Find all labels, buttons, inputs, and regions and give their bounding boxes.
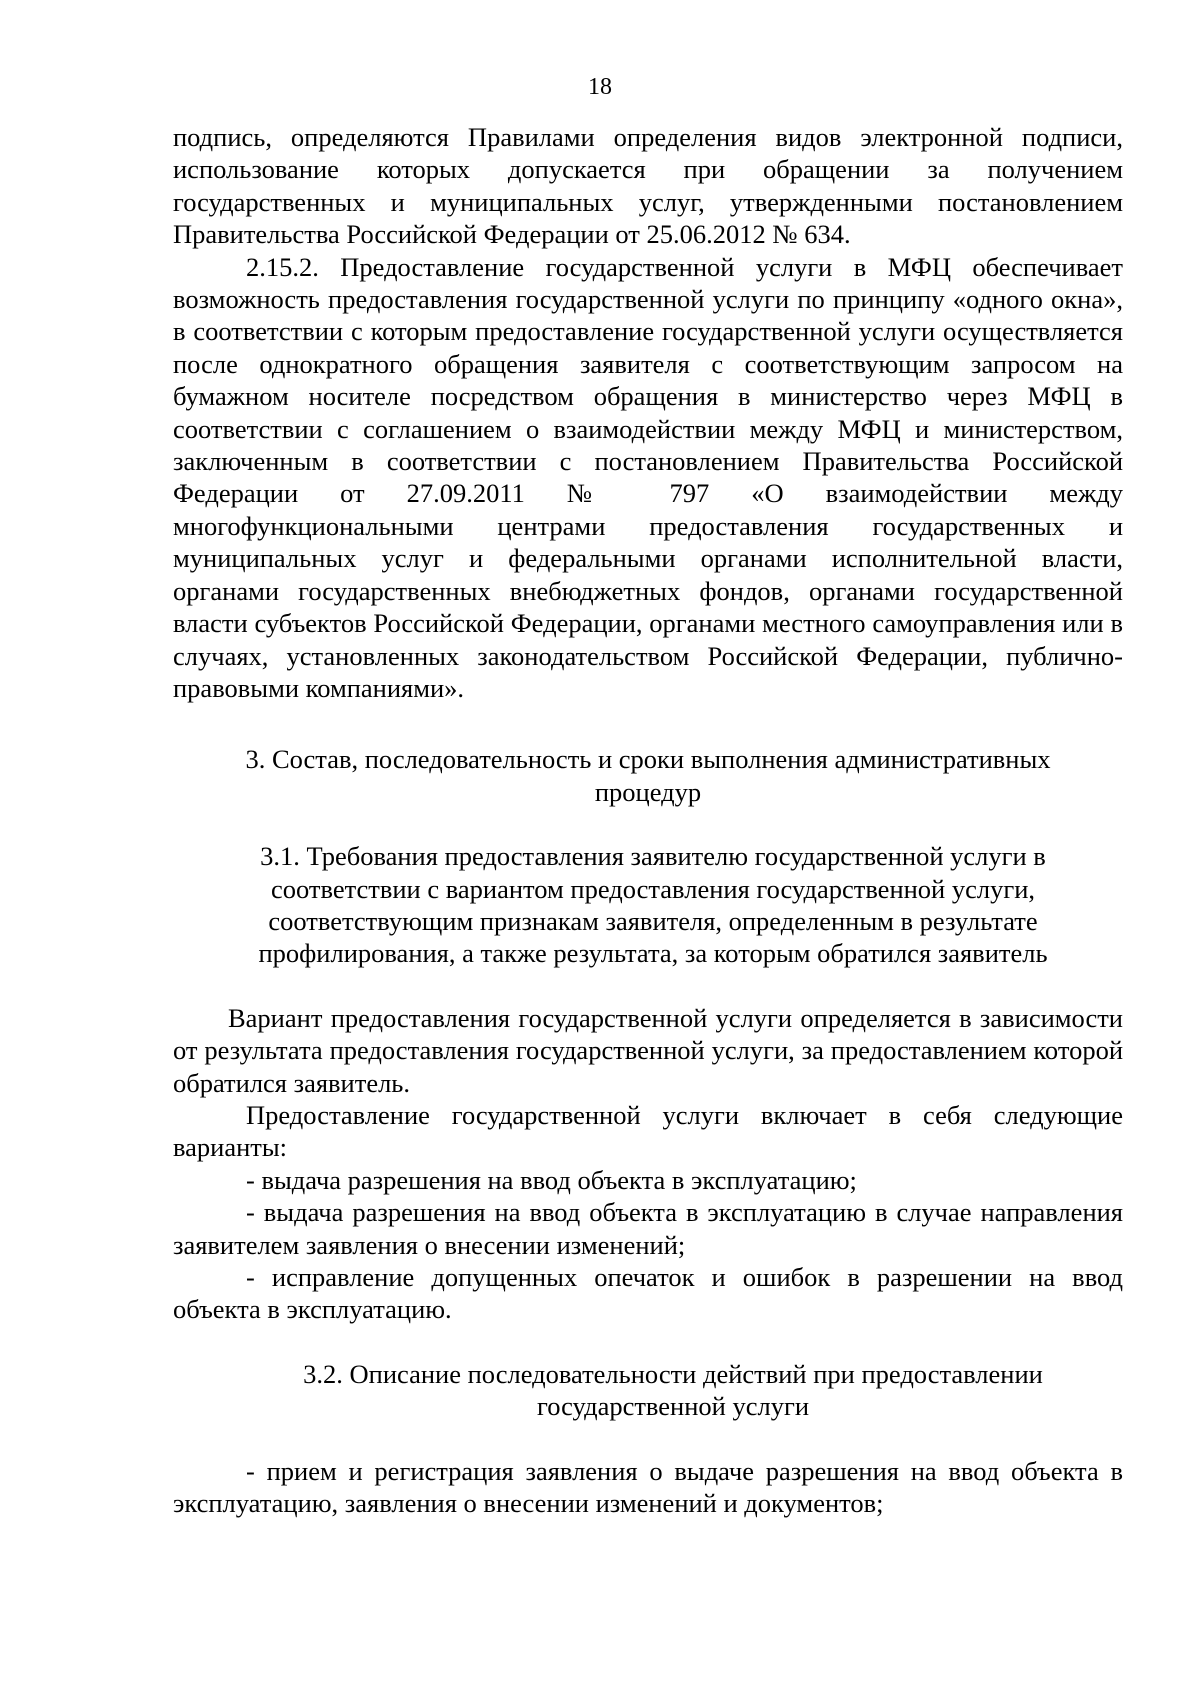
section-3-1-heading-line-3: соответствующим признакам заявителя, определенным в результате (268, 905, 1038, 936)
section-3-2-heading-line-1: 3.2. Описание последовательности действий при предоставлении (303, 1358, 1043, 1389)
list-item-variant-1: - выдача разрешения на ввод объекта в эксплуатацию; (246, 1164, 857, 1195)
list-item-procedure-1: - прием и регистрация заявления о выдаче разрешения на ввод объекта в эксплуатацию, заявления о внесении изменений и документов; (173, 1455, 1123, 1519)
section-3-1-heading-line-1: 3.1. Требования предоставления заявителю государственной услуги в (260, 841, 1046, 872)
list-item-variant-2: - выдача разрешения на ввод объекта в эксплуатацию в случае направления заявителем заявления о внесении изменений; (173, 1197, 1123, 1260)
section-3-heading (173, 743, 1123, 808)
list-item-variant-3: - исправление допущенных опечаток и ошибок в разрешении на ввод объекта в эксплуатацию. (173, 1262, 1123, 1325)
paragraph-signature-rules: подпись, определяются Правилами определения видов электронной подписи, использование которых допускается при обращении за получением государственных и муниципальных услуг, утвержденными постановлением Правительства Российской Федерации от 25.06.2012 № 634. (173, 122, 1123, 250)
section-3-heading-line-1: 3. Состав, последовательность и сроки выполнения административных (245, 744, 1051, 775)
paragraph-variant-definition: Вариант предоставления государственной услуги определяется в зависимости от результата предоставления государственной услуги, за предоставлением которой обратился заявитель. (173, 1002, 1123, 1098)
section-3-1-heading-line-4: профилирования, а также результата, за которым обратился заявитель (258, 938, 1048, 969)
section-3-2-heading-line-2: государственной услуги (536, 1391, 810, 1422)
paragraph-2-15-2: 2.15.2. Предоставление государственной услуги в МФЦ обеспечивает возможность предоставления государственной услуги по принципу «одного окна», в соответствии с которым предоставление государственной услуги осуществляется после однократного обращения заявителя с соответствующим запросом на бумажном носителе посредством обращения в министерство через МФЦ в соответствии с соглашением о взаимодействии между МФЦ и министерством, заключенным в соответствии с постановлением Правительства Российской Федерации от 27.09.2011 № 797 «О взаимодействии между многофункциональными центрами предоставления государственных и муниципальных услуг и федеральными органами исполнительной власти, органами государственных внебюджетных фондов, органами государственной власти субъектов Российской Федерации, органами местного самоуправления или в случаях, установленных законодательством Российской Федерации, публично-правовыми компаниями». (173, 251, 1123, 703)
section-3-heading-line-2: процедур (594, 776, 702, 807)
document-body (173, 121, 1123, 1519)
section-3-1-heading-line-2: соответствии с вариантом предоставления государственной услуги, (270, 873, 1036, 904)
section-3-1-heading (173, 840, 1123, 970)
paragraph-variants-intro: Предоставление государственной услуги включает в себя следующие варианты: (173, 1099, 1123, 1163)
page-number: 18 (588, 74, 612, 100)
section-3-2-heading (173, 1358, 1123, 1423)
